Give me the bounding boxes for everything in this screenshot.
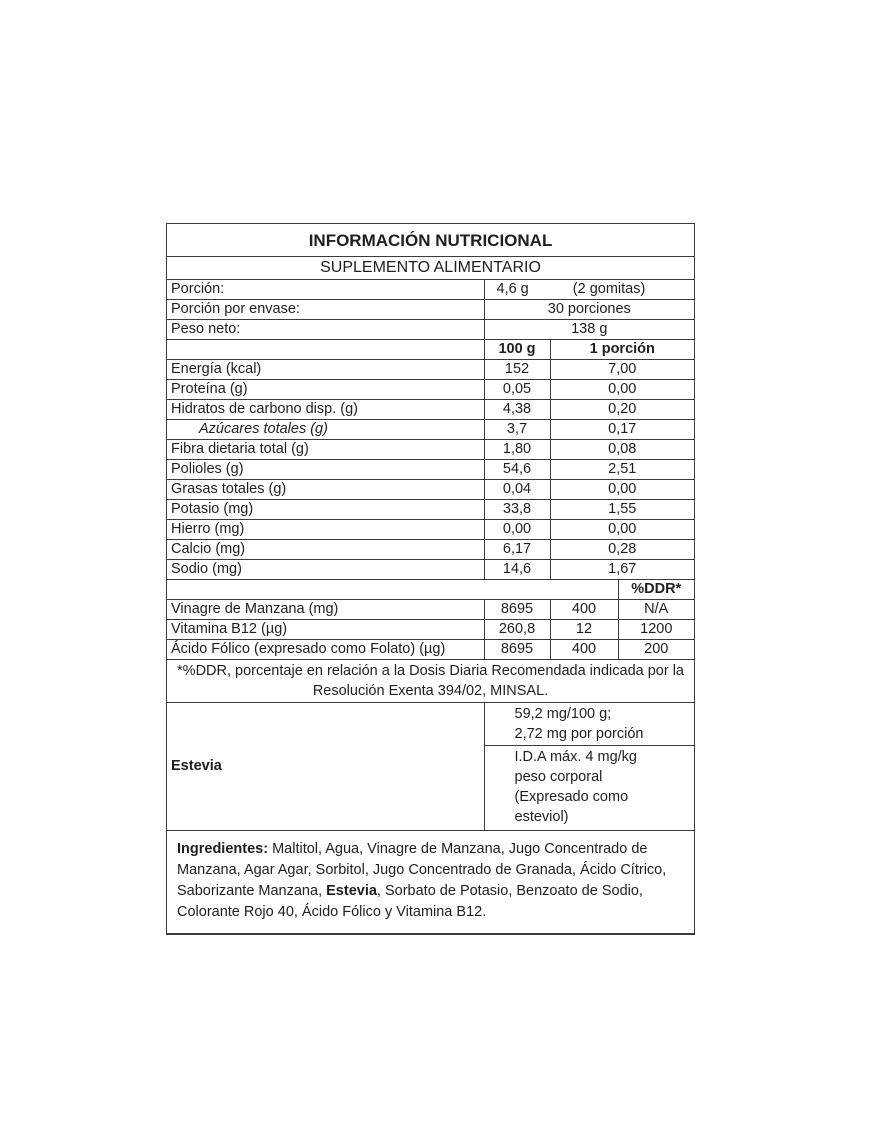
- extra-per100: 8695: [484, 600, 550, 620]
- table-row: [167, 500, 694, 520]
- column-header-row: [167, 340, 694, 360]
- ingredients-text-2: , Sorbato de Potasio, Benzoato de Sodio, Colorante Rojo 40, Ácido Fólico y Vitamina B12.: [177, 883, 643, 920]
- nutrient-portion: 1,55: [550, 500, 694, 520]
- table-row: [167, 400, 694, 420]
- table-row: [167, 600, 694, 620]
- header-per-portion: 1 porción: [550, 340, 694, 360]
- portion-count: (2 gomitas): [572, 281, 646, 297]
- nutrient-portion: 2,51: [550, 460, 694, 480]
- nutrient-portion: 1,67: [550, 560, 694, 580]
- portion-row: [167, 280, 694, 300]
- ddr-header-blank: [167, 580, 618, 600]
- nutrient-per100: 0,05: [484, 380, 550, 400]
- table-row: [167, 520, 694, 540]
- table-row: [167, 380, 694, 400]
- net-weight-value: 138 g: [484, 320, 694, 340]
- portion-value: 4,6 g: [496, 281, 529, 297]
- footnote-row: [167, 660, 694, 703]
- nutrient-portion: 0,08: [550, 440, 694, 460]
- nutrient-name: Potasio (mg): [167, 500, 484, 520]
- nutrient-per100: 14,6: [484, 560, 550, 580]
- nutrient-name: Hierro (mg): [167, 520, 484, 540]
- table-row: [167, 640, 694, 660]
- header-ddr: %DDR*: [618, 580, 694, 600]
- nutrient-per100: 0,04: [484, 480, 550, 500]
- nutrient-per100: 6,17: [484, 540, 550, 560]
- portions-per-pack-label: Porción por envase:: [167, 300, 484, 320]
- nutrient-portion: 0,17: [550, 420, 694, 440]
- ingredients-text-1: Maltitol, Agua, Vinagre de Manzana, Jugo Concentrado de Manzana, Agar Agar, Sorbitol, Jugo Concentrado de Granada, Ácido Cítrico, Saborizante Manzana,: [177, 841, 667, 899]
- table-row: [167, 540, 694, 560]
- header-per100: 100 g: [484, 340, 550, 360]
- ingredients-row: [167, 831, 694, 934]
- nutrient-name: Azúcares totales (g): [167, 420, 484, 440]
- nutrient-per100: 4,38: [484, 400, 550, 420]
- net-weight-row: [167, 320, 694, 340]
- nutrient-name: Grasas totales (g): [167, 480, 484, 500]
- net-weight-label: Peso neto:: [167, 320, 484, 340]
- extra-ddr: 200: [618, 640, 694, 660]
- nutrient-name: Proteína (g): [167, 380, 484, 400]
- extra-portion: 12: [550, 620, 618, 640]
- nutrient-per100: 1,80: [484, 440, 550, 460]
- nutrient-portion: 0,00: [550, 520, 694, 540]
- portions-per-pack-value: 30 porciones: [484, 300, 694, 320]
- nutrient-portion: 0,00: [550, 480, 694, 500]
- extra-portion: 400: [550, 600, 618, 620]
- header-blank: [167, 340, 484, 360]
- nutrient-portion: 0,00: [550, 380, 694, 400]
- extra-per100: 8695: [484, 640, 550, 660]
- portion-value-cell: [484, 280, 694, 300]
- nutrient-portion: 7,00: [550, 360, 694, 380]
- ddr-header-row: [167, 580, 694, 600]
- table-row: [167, 420, 694, 440]
- extra-ddr: N/A: [618, 600, 694, 620]
- extra-name: Ácido Fólico (expresado como Folato) (µg): [167, 640, 484, 660]
- table-row: [167, 480, 694, 500]
- nutrient-name: Energía (kcal): [167, 360, 484, 380]
- stevia-per-portion: 2,72 mg por porción: [514, 726, 644, 742]
- table-row: [167, 440, 694, 460]
- nutrient-portion: 0,28: [550, 540, 694, 560]
- portions-per-pack-row: [167, 300, 694, 320]
- table-row: [167, 620, 694, 640]
- nutrient-name: Calcio (mg): [167, 540, 484, 560]
- nutrient-per100: 54,6: [484, 460, 550, 480]
- ingredients-label: Ingredientes:: [177, 841, 269, 857]
- nutrient-name: Polioles (g): [167, 460, 484, 480]
- table-subtitle: SUPLEMENTO ALIMENTARIO: [167, 257, 694, 280]
- nutrient-per100: 33,8: [484, 500, 550, 520]
- nutrient-portion: 0,20: [550, 400, 694, 420]
- nutrient-per100: 0,00: [484, 520, 550, 540]
- extra-name: Vinagre de Manzana (mg): [167, 600, 484, 620]
- stevia-per100: 59,2 mg/100 g;: [514, 706, 612, 722]
- table-row: [167, 460, 694, 480]
- ingredients-cell: [167, 831, 694, 934]
- ingredients-stevia: Estevia: [326, 883, 377, 899]
- stevia-amount-cell: [484, 703, 694, 746]
- nutrition-facts-panel: [166, 223, 695, 935]
- nutrition-table: [167, 224, 694, 934]
- portion-label: Porción:: [167, 280, 484, 300]
- nutrient-name: Hidratos de carbono disp. (g): [167, 400, 484, 420]
- nutrient-name: Sodio (mg): [167, 560, 484, 580]
- nutrient-per100: 3,7: [484, 420, 550, 440]
- extra-name: Vitamina B12 (µg): [167, 620, 484, 640]
- stevia-ida: I.D.A máx. 4 mg/kg peso corporal (Expresado como esteviol): [484, 746, 694, 831]
- stevia-label: Estevia: [167, 703, 484, 831]
- extra-portion: 400: [550, 640, 618, 660]
- stevia-row-1: [167, 703, 694, 746]
- extra-per100: 260,8: [484, 620, 550, 640]
- extra-ddr: 1200: [618, 620, 694, 640]
- table-row: [167, 560, 694, 580]
- nutrient-per100: 152: [484, 360, 550, 380]
- ddr-footnote: *%DDR, porcentaje en relación a la Dosis Diaria Recomendada indicada por la Resolución Exenta 394/02, MINSAL.: [167, 660, 694, 703]
- table-title: INFORMACIÓN NUTRICIONAL: [167, 224, 694, 257]
- nutrient-name: Fibra dietaria total (g): [167, 440, 484, 460]
- table-row: [167, 360, 694, 380]
